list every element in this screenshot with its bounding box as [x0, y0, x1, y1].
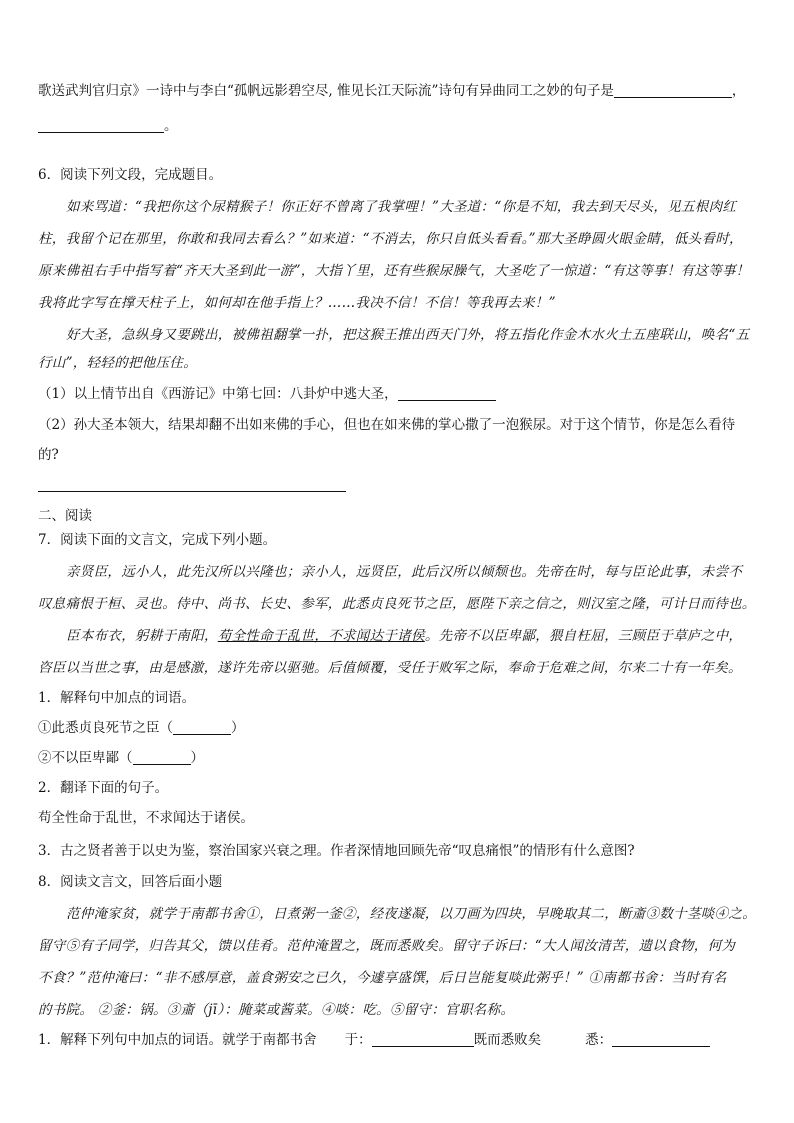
q6-p1-line: 如来骂道：“我把你这个尿精猴子！你正好不曾离了我掌哩！”大圣道：“你是不知，我去到天尽头，见五根肉红 — [66, 199, 737, 215]
comma: ， — [731, 83, 746, 99]
q8-text-line: 不食？”范仲淹曰：“非不感厚意，盖食粥安之已久，今遽享盛馔，后日岂能复啖此粥乎！” ①南都书舍：当时有名 — [38, 970, 727, 986]
q5-line1 — [38, 82, 745, 100]
q7-s1: 1．解释句中加点的词语。 — [38, 690, 196, 706]
q8-text-line: 的书院。 ②釜：锅。③齑（jī）：腌菜或酱菜。④啖：吃。⑤留守：官职名称。 — [38, 1002, 515, 1018]
answer-blank[interactable] — [173, 720, 231, 735]
q7-s3: 3．古之贤者善于以史为鉴，察治国家兴衰之理。作者深情地回顾先帝“叹息痛恨”的情形有什么意图? — [38, 843, 635, 859]
q8-s1-yu: 于： — [344, 1032, 372, 1048]
answer-blank[interactable] — [133, 750, 191, 765]
q7-s1b-text: ②不以臣卑鄙（ — [38, 750, 133, 766]
section-title: 二、阅读 — [38, 508, 92, 524]
q7-title: 7．阅读下面的文言文，完成下列小题。 — [38, 532, 277, 548]
q5-line2 — [38, 117, 178, 135]
q6-p2-line: 行山”，轻轻的把他压住。 — [38, 355, 198, 371]
q7-underlined-sentence: 苟全性命于乱世，不求闻达于诸侯 — [217, 628, 425, 644]
q6-p1-line: 柱，我留个记在那里，你敢和我同去看么？”如来道：“不消去，你只自低头看看。”那大圣睁圆火眼金睛，低头看时， — [38, 231, 743, 247]
q7-p2-line: 咨臣以当世之事，由是感激，遂许先帝以驱驰。后值倾覆，受任于败军之际，奉命于危难之间，尔来二十有一年矣。 — [38, 660, 742, 676]
q7-p1-line: 亲贤臣，远小人，此先汉所以兴隆也；亲小人，远贤臣，此后汉所以倾颓也。先帝在时，每与臣论此事，未尝不 — [66, 564, 743, 580]
q6-p1-line: 我将此字写在撑天柱子上，如何却在他手指上？……我决不信！不信！等我再去来！” — [38, 295, 556, 311]
answer-blank[interactable] — [372, 1032, 474, 1047]
answer-blank[interactable] — [398, 386, 496, 401]
q8-text-line: 范仲淹家贫，就学于南都书舍①，日煮粥一釜②，经夜遂凝，以刀画为四块，早晚取其二，断齑③数十茎啖④之。 — [66, 906, 756, 922]
q6-sub2-line: 的? — [38, 447, 59, 463]
q8-s1 — [38, 1031, 710, 1049]
paren: ） — [190, 750, 204, 766]
q6-title: 6．阅读下列文段，完成题目。 — [38, 167, 223, 183]
q7-s1a — [38, 719, 245, 737]
q7-p2-pre: 臣本布衣，躬耕于南阳， — [66, 628, 218, 644]
q8-s1-text: 1．解释下列句中加点的词语。就学于南都书舍 — [38, 1032, 317, 1048]
q6-p2-line: 好大圣，急纵身又要跳出，被佛祖翻掌一扑，把这猴王推出西天门外，将五指化作金木水火土五座联山，唤名“五 — [66, 327, 750, 343]
q7-s1a-text: ①此悉贞良死节之臣（ — [38, 720, 173, 736]
q7-s2: 2．翻译下面的句子。 — [38, 780, 169, 796]
q6-p1-line: 原来佛祖右手中指写着“齐天大圣到此一游”，大指丫里，还有些猴尿臊气，大圣吃了一惊道：“有这等事！有这等事！ — [38, 263, 750, 279]
q8-title: 8．阅读文言文，回答后面小题 — [38, 874, 223, 890]
period: 。 — [164, 118, 178, 134]
q7-p2-line — [66, 627, 742, 645]
answer-blank[interactable] — [612, 1032, 710, 1047]
q8-s1-mid: 既而悉败矣 — [473, 1032, 542, 1048]
q8-text-line: 留守⑤有子同学，归告其父，馈以佳肴。范仲淹置之，既而悉败矣。留守子诉曰：“大人闻汝清苦，遗以食物，何为 — [38, 938, 736, 954]
q7-p1-line: 叹息痛恨于桓、灵也。侍中、尚书、长史、参军，此悉贞良死节之臣，愿陛下亲之信之，则汉室之隆，可计日而待也。 — [38, 596, 756, 612]
answer-line[interactable] — [38, 491, 346, 492]
q7-s2-sentence: 苟全性命于乱世，不求闻达于诸侯。 — [38, 810, 254, 826]
q7-s1b — [38, 749, 204, 767]
answer-blank[interactable] — [38, 118, 164, 133]
q6-sub1 — [38, 385, 496, 403]
q8-s1-xi: 悉： — [585, 1032, 613, 1048]
paren: ） — [231, 720, 245, 736]
q6-sub1-text: （1）以上情节出自《西游记》中第七回：八卦炉中逃大圣， — [38, 386, 398, 402]
answer-blank[interactable] — [614, 83, 732, 98]
q7-p2-post: 。先帝不以臣卑鄙，猥自枉屈，三顾臣于草庐之中， — [424, 628, 743, 644]
q6-sub2-line: （2）孙大圣本领大，结果却翻不出如来佛的手心，但也在如来佛的掌心撒了一泡猴尿。对于这个情节，你是怎么看待 — [38, 417, 736, 433]
q5-text: 歌送武判官归京》一诗中与李白“孤帆远影碧空尽, 惟见长江天际流”诗句有异曲同工之妙的句子是 — [38, 83, 614, 99]
